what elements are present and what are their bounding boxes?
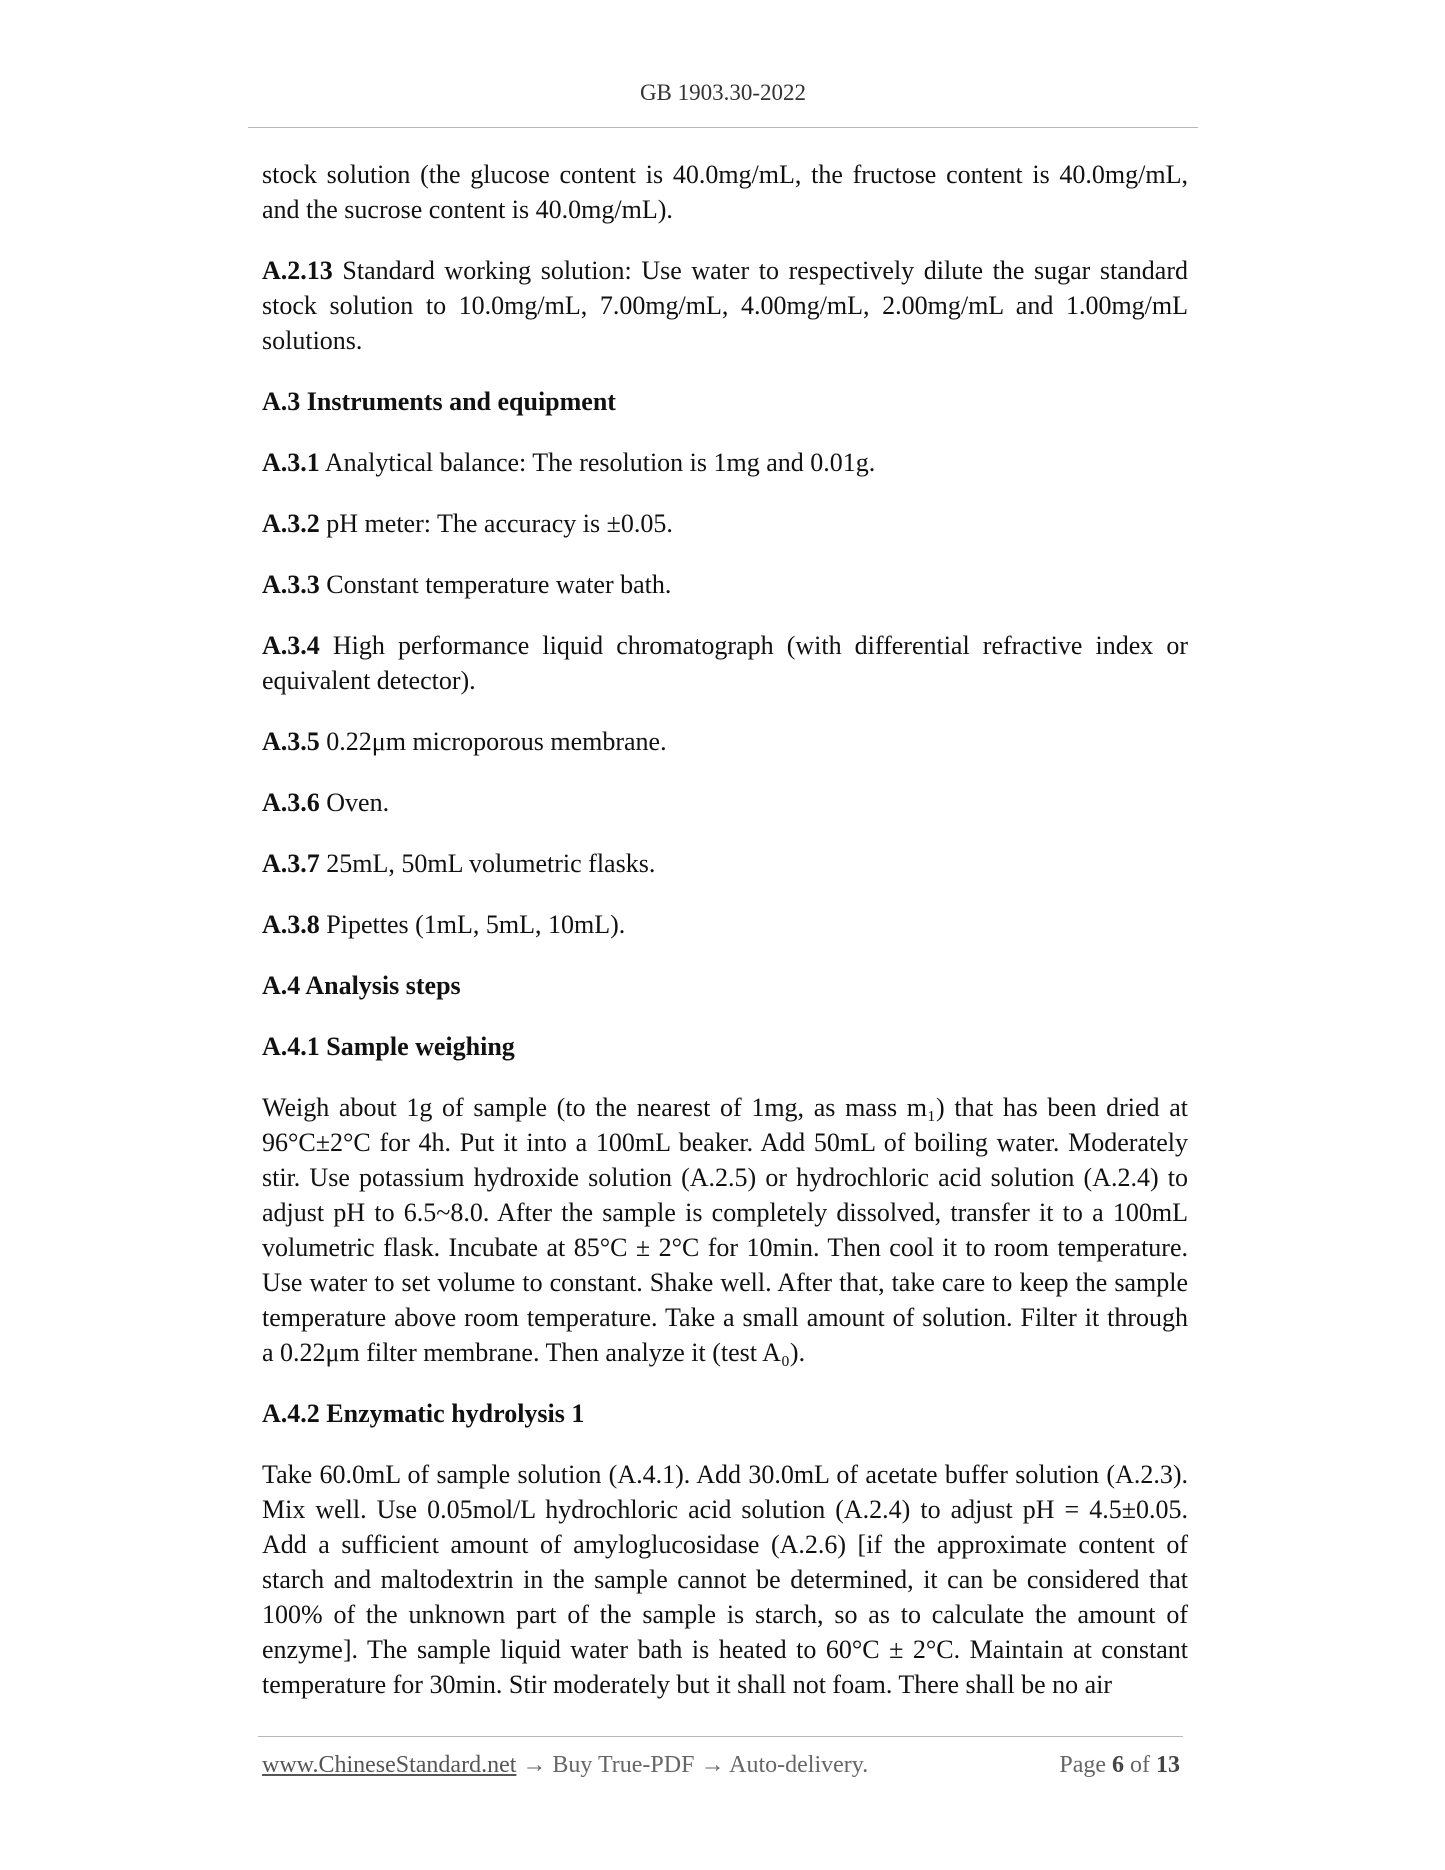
- auto-delivery-text: Auto-delivery.: [729, 1752, 869, 1778]
- clause-text: Standard working solution: Use water to respectively dilute the sugar standard stock solution to 10.0mg/mL, 7.00mg/mL, 4.00mg/mL, 2.00mg/mL and 1.00mg/mL solutions.: [262, 256, 1188, 355]
- clause-text: Constant temperature water bath.: [319, 570, 672, 599]
- clause-text: High performance liquid chromatograph (with differential refractive index or equivalent detector).: [262, 631, 1188, 695]
- paragraph-text: Weigh about 1g of sample (to the nearest of 1mg, as mass m₁) that has been dried at 96°C±2°C for 4h. Put it into a 100mL beaker. Add 50mL of boiling water. Moderately stir. Use potassium hydroxide solution (A.2.5) or hydrochloric acid solution (A.2.4) to adjust pH to 6.5~8.0. After the sample is completely dissolved, transfer it to a 100mL volumetric flask. Incubate at 85°C ± 2°C for 10min. Then cool it to room temperature. Use water to set volume to constant. Shake well. After that, take care to keep the sample temperature above room temperature. Take a small amount of solution. Filter it through a 0.22μm filter membrane. Then analyze it (test A₀).: [262, 1093, 1188, 1367]
- clause-number: A.2.13: [262, 256, 333, 285]
- clause-text: 25mL, 50mL volumetric flasks.: [319, 849, 656, 878]
- footer-divider: [258, 1736, 1183, 1737]
- page-current: 6: [1112, 1752, 1124, 1778]
- clause-text: Oven.: [319, 788, 390, 817]
- clause-number: A.3.5: [262, 727, 320, 756]
- page-label: Page: [1059, 1752, 1106, 1778]
- clause-text: Pipettes (1mL, 5mL, 10mL).: [319, 910, 626, 939]
- clause-number: A.3.2: [262, 509, 320, 538]
- page-header-title: GB 1903.30-2022: [639, 80, 807, 105]
- page-total: 13: [1156, 1752, 1180, 1778]
- buy-pdf-text: Buy True-PDF: [552, 1752, 695, 1778]
- paragraph-stock-solution: [262, 157, 1188, 227]
- section-heading-a4-2: A.4.2 Enzymatic hydrolysis 1: [262, 1399, 585, 1428]
- paragraph-text: Take 60.0mL of sample solution (A.4.1). Add 30.0mL of acetate buffer solution (A.2.3). Mix well. Use 0.05mol/L hydrochloric acid solution (A.2.4) to adjust pH = 4.5±0.05. Add a sufficient amount of amyloglucosidase (A.2.6) [if the approximate content of starch and maltodextrin in the sample cannot be determined, it can be considered that 100% of the unknown part of the sample is starch, so as to calculate the amount of enzyme]. The sample liquid water bath is heated to 60°C ± 2°C. Maintain at constant temperature for 30min. Stir moderately but it shall not foam. There shall be no air: [262, 1460, 1188, 1699]
- clause-a-3-3: [262, 567, 1188, 602]
- paragraph-text: stock solution (the glucose content is 40.0mg/mL, the fructose content is 40.0mg/mL, and the sucrose content is 40.0mg/mL).: [262, 160, 1188, 224]
- clause-number: A.3.3: [262, 570, 320, 599]
- paragraph-sample-weighing: [262, 1090, 1188, 1370]
- header-divider: [248, 127, 1198, 128]
- section-heading-a4-1: A.4.1 Sample weighing: [262, 1032, 515, 1061]
- clause-number: A.3.7: [262, 849, 320, 878]
- clause-text: pH meter: The accuracy is ±0.05.: [319, 509, 673, 538]
- clause-number: A.3.4: [262, 631, 320, 660]
- page-number: [1059, 1752, 1180, 1779]
- page-footer: [262, 1752, 1180, 1792]
- section-heading-a3: A.3 Instruments and equipment: [262, 387, 616, 416]
- clause-a-3-6: [262, 785, 1188, 820]
- footer-promo: [262, 1752, 868, 1779]
- clause-text: 0.22μm microporous membrane.: [319, 727, 667, 756]
- paragraph-enzymatic-hydrolysis: [262, 1457, 1188, 1702]
- clause-a-3-5: [262, 724, 1188, 759]
- clause-a-3-7: [262, 846, 1188, 881]
- clause-text: Analytical balance: The resolution is 1mg and 0.01g.: [319, 448, 876, 477]
- clause-number: A.3.6: [262, 788, 320, 817]
- clause-number: A.3.8: [262, 910, 320, 939]
- website-link[interactable]: www.ChineseStandard.net: [262, 1752, 517, 1778]
- document-body: [262, 157, 1188, 1728]
- arrow-right-icon: →: [522, 1752, 547, 1778]
- clause-number: A.3.1: [262, 448, 320, 477]
- section-heading-a4: A.4 Analysis steps: [262, 971, 461, 1000]
- arrow-right-icon: →: [700, 1752, 725, 1778]
- clause-a-3-1: [262, 445, 1188, 480]
- clause-a-3-2: [262, 506, 1188, 541]
- clause-a-3-8: [262, 907, 1188, 942]
- clause-a-2-13: [262, 253, 1188, 358]
- clause-a-3-4: [262, 628, 1188, 698]
- of-label: of: [1130, 1752, 1150, 1778]
